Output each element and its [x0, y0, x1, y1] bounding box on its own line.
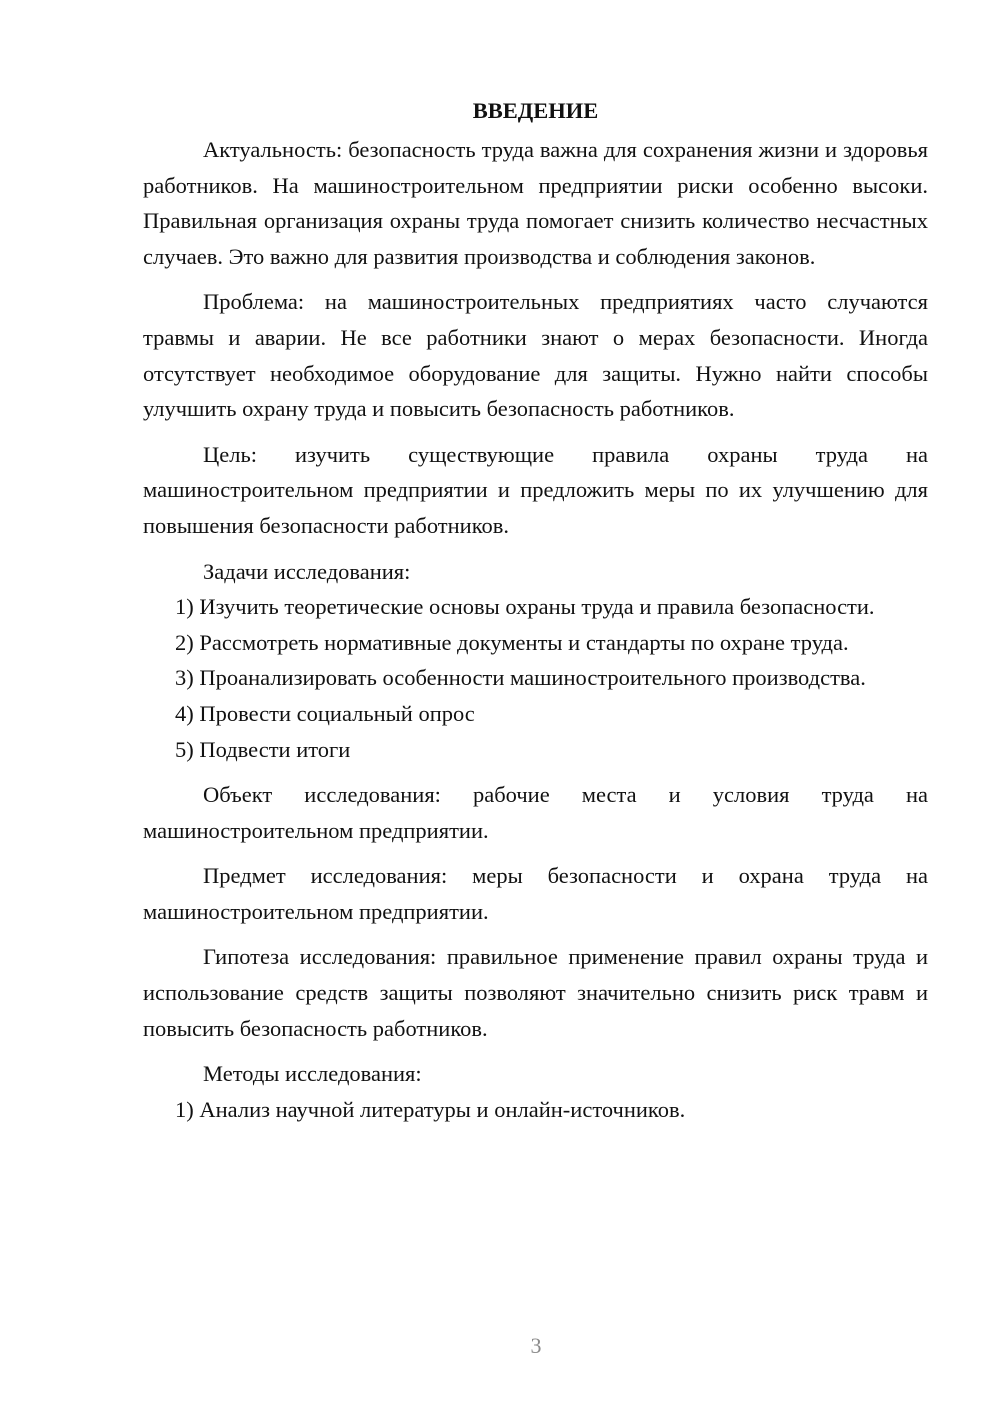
problem-paragraph: Проблема: на машиностроительных предприятиях часто случаются травмы и аварии. Не все работники знают о мерах безопасности. Иногда отсутствует необходимое оборудование для защиты. Нужно найти способы улучшить охрану труда и повысить безопасность работников.: [143, 289, 928, 422]
hypothesis-paragraph: Гипотеза исследования: правильное применение правил охраны труда и использование средств защиты позволяют значительно снизить риск травм и повысить безопасность работников.: [143, 944, 928, 1041]
relevance-paragraph: Актуальность: безопасность труда важна для сохранения жизни и здоровья работников. На машиностроительном предприятии риски особенно высоки. Правильная организация охраны труда помогает снизить количество несчастных случаев. Это важно для развития производства и соблюдения законов.: [143, 137, 928, 269]
tasks-heading: Задачи исследования:: [203, 558, 411, 584]
task-item-2: 2) Рассмотреть нормативные документы и стандарты по охране труда.: [175, 629, 849, 655]
methods-heading: Методы исследования:: [203, 1061, 422, 1087]
page-title: ВВЕДЕНИЕ: [472, 98, 599, 123]
task-item-4: 4) Провести социальный опрос: [175, 700, 475, 726]
page-number: 3: [530, 1333, 542, 1358]
task-item-5: 5) Подвести итоги: [175, 736, 351, 762]
goal-paragraph: Цель: изучить существующие правила охраны труда на машиностроительном предприятии и предложить меры по их улучшению для повышения безопасности работников.: [143, 441, 928, 538]
subject-paragraph: Предмет исследования: меры безопасности и охрана труда на машиностроительном предприятии.: [143, 863, 928, 924]
page-content: [143, 93, 928, 1127]
task-item-1: 1) Изучить теоретические основы охраны труда и правила безопасности.: [175, 594, 875, 620]
object-paragraph: Объект исследования: рабочие места и условия труда на машиностроительном предприятии.: [143, 782, 928, 843]
method-item-1: 1) Анализ научной литературы и онлайн-источников.: [175, 1096, 686, 1122]
task-item-3: 3) Проанализировать особенности машиностроительного производства.: [175, 665, 866, 691]
